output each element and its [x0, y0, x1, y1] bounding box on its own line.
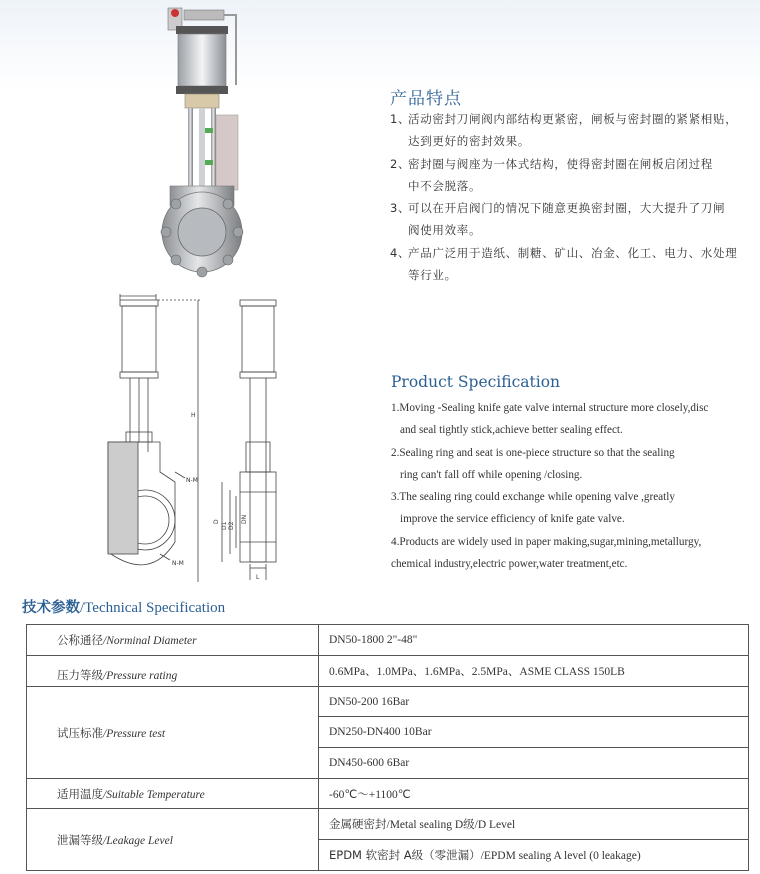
row-label: [27, 656, 319, 687]
row-label: [27, 687, 319, 779]
row-label: [27, 779, 319, 809]
item-line: 密封圈与阀座为一体式结构，使得密封圈在闸板启闭过程: [408, 156, 713, 171]
item-line-cont: 阀使用效率。: [408, 223, 482, 238]
dim-l-label: L: [256, 574, 260, 581]
tech-spec-table: [26, 624, 749, 871]
valve-product-photo: [150, 0, 260, 280]
row-value: DN50-200 16Bar: [319, 687, 749, 717]
label-en: /Norminal Diameter: [103, 635, 197, 647]
features-cn-title: 产品特点: [390, 89, 462, 109]
item-line: 2.Sealing ring and seat is one-piece structure so that the sealing: [391, 446, 675, 459]
item-line-cont: 中不会脱落。: [408, 178, 482, 193]
label-en: /Suitable Temperature: [103, 788, 205, 801]
tech-title-cn: 技术参数: [22, 600, 80, 616]
item-number: 3、: [390, 201, 411, 216]
label-en: /Pressure rating: [103, 670, 178, 682]
table-row-diameter: [27, 625, 749, 656]
table-row-temperature: [27, 779, 749, 809]
value-en: /Metal sealing D级/D Level: [386, 819, 516, 831]
row-label: [27, 809, 319, 871]
features-en-item-1: [391, 397, 756, 442]
item-number: 4、: [390, 245, 411, 260]
label-en: /Leakage Level: [103, 834, 173, 847]
features-en-list: [391, 397, 756, 575]
item-line: 1.Moving -Sealing knife gate valve internal structure more closely,disc: [391, 402, 709, 414]
value-cn: 金属硬密封: [329, 817, 387, 831]
row-value: DN450-600 6Bar: [319, 748, 749, 779]
label-cn: 公称通径: [57, 633, 103, 647]
dim-h-label: H: [191, 412, 196, 419]
table-row-pressure: [27, 656, 749, 687]
features-cn-item-2: [390, 153, 755, 198]
row-value: 0.6MPa、1.0MPa、1.6MPa、2.5MPa、ASME CLASS 150LB: [319, 656, 749, 687]
tech-title-en: /Technical Specification: [80, 600, 226, 616]
item-line-cont: 达到更好的密封效果。: [408, 134, 530, 149]
tech-spec-title: [22, 596, 225, 617]
row-value: DN250-DN400 10Bar: [319, 717, 749, 748]
features-cn-item-1: [390, 108, 755, 153]
value-en: /EPDM sealing A level (0 leakage): [480, 850, 641, 862]
dim-d-label: D: [213, 519, 220, 524]
item-number: 1、: [390, 112, 411, 126]
item-line: 4.Products are widely used in paper making,sugar,mining,metallurgy,: [391, 535, 702, 548]
item-line: 产品广泛用于造纸、制糖、矿山、冶金、化工、电力、水处理: [408, 245, 738, 260]
row-value: -60℃～+1100℃: [319, 779, 749, 809]
dim-d1-label: D1: [221, 521, 228, 530]
row-value: [319, 840, 749, 871]
features-cn-item-3: [390, 197, 755, 242]
row-value: DN50-1800 2"-48": [319, 625, 749, 656]
item-line: 活动密封刀闸阀内部结构更紧密，闸板与密封圈的紧紧相贴，: [408, 112, 738, 126]
label-en: /Pressure test: [103, 727, 166, 740]
item-line-cont: 等行业。: [408, 268, 457, 283]
item-line-cont: improve the service efficiency of knife gate valve.: [400, 513, 625, 526]
dim-nm-label-2: N-M: [172, 560, 184, 567]
features-en-title: Product Specification: [391, 373, 561, 391]
item-line-cont: ring can't fall off while opening /closing.: [400, 468, 583, 481]
item-line-cont: chemical industry,electric power,water treatment,etc.: [391, 558, 628, 571]
value-cn: EPDM 软密封 A级（零泄漏）: [329, 848, 481, 862]
row-value: [319, 809, 749, 840]
label-cn: 适用温度: [57, 786, 103, 801]
dim-nm-label: N-M: [186, 477, 198, 484]
table-row-test-1: [27, 687, 749, 717]
dim-d2-label: D2: [228, 521, 235, 530]
valve-technical-drawing: [90, 292, 290, 582]
features-en-item-3: [391, 486, 756, 531]
label-cn: 试压标准: [57, 725, 103, 740]
item-number: 2、: [390, 156, 411, 171]
features-en-item-4: [391, 531, 756, 576]
table-row-leakage-1: [27, 809, 749, 840]
label-cn: 压力等级: [57, 668, 103, 682]
top-background-band: [0, 0, 760, 90]
features-cn-item-4: [390, 242, 755, 287]
features-en-item-2: [391, 442, 756, 487]
row-label: [27, 625, 319, 656]
item-line: 3.The sealing ring could exchange while opening valve ,greatly: [391, 491, 675, 504]
features-cn-list: [390, 108, 755, 286]
item-line-cont: and seal tightly stick,achieve better sealing effect.: [400, 424, 623, 437]
label-cn: 泄漏等级: [57, 832, 103, 847]
item-line: 可以在开启阀门的情况下随意更换密封圈，大大提升了刀闸: [408, 201, 726, 216]
dim-dn-label: DN: [241, 514, 248, 524]
